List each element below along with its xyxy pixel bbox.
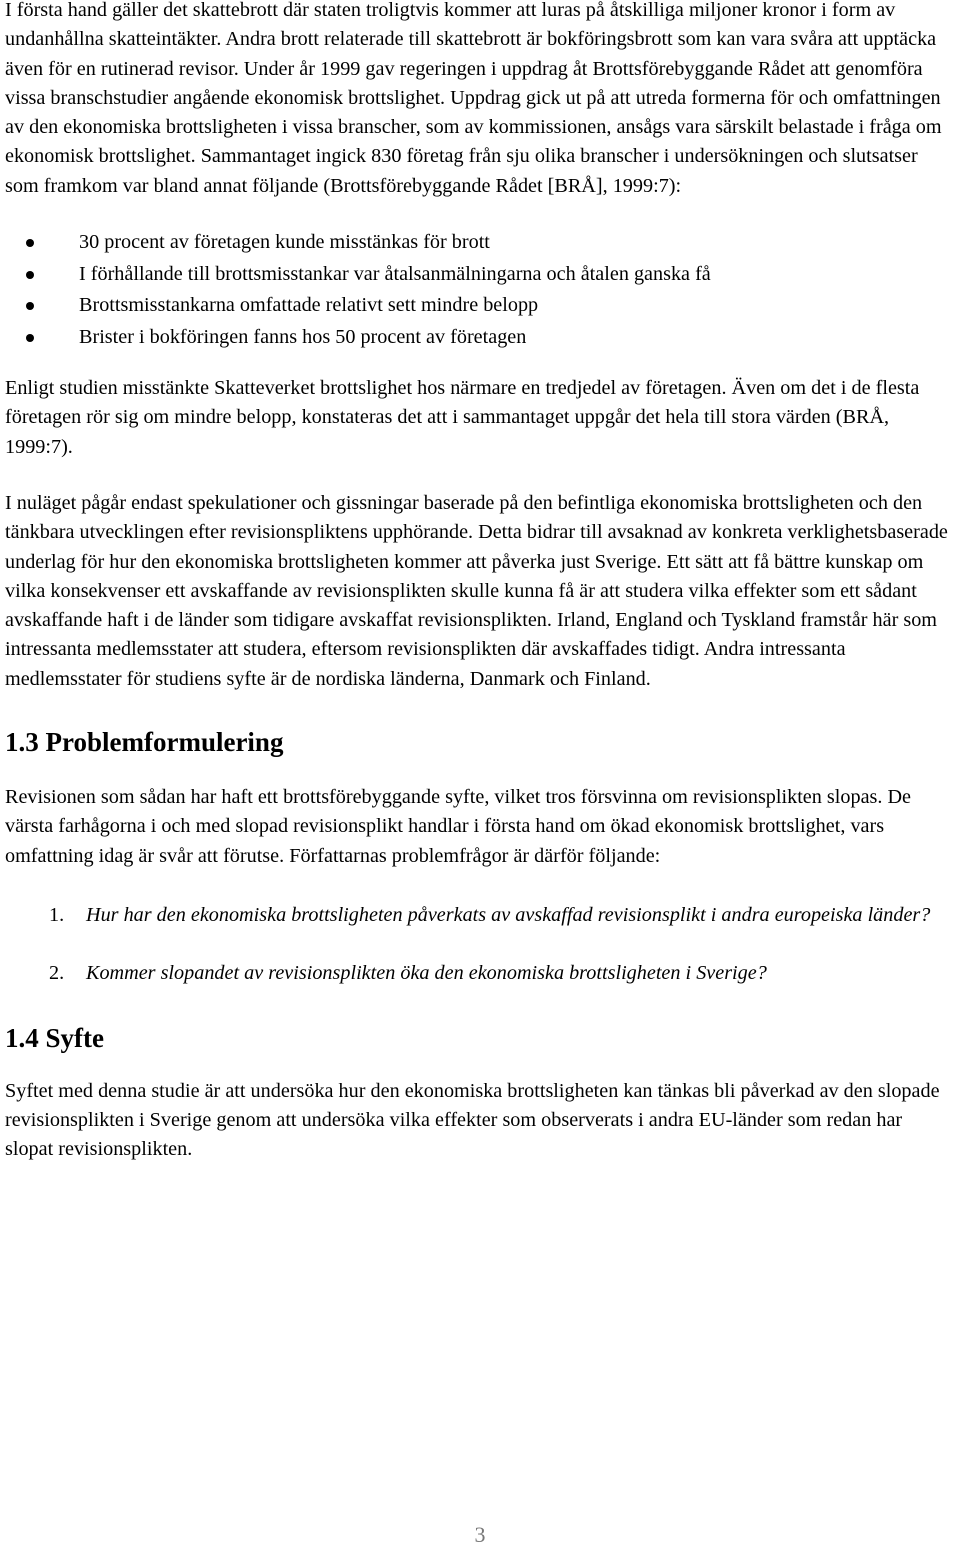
bullet-icon	[26, 334, 34, 342]
page-number: 3	[474, 1522, 486, 1547]
bullet-icon	[26, 302, 34, 310]
list-item-text: Brottsmisstankarna omfattade relativt sett mindre belopp	[79, 294, 539, 317]
bullet-icon	[26, 239, 34, 247]
list-item	[5, 901, 955, 930]
document-page	[5, 0, 955, 1164]
paragraph-study-result: Enligt studien misstänkte Skatteverket brottslighet hos närmare en tredjedel av företagen. Även om det i de flesta företagen rör sig om mindre belopp, konstateras det att i sammantaget uppgår det hela till stora värden (BRÅ, 1999:7).	[5, 377, 920, 458]
list-item	[5, 259, 955, 291]
list-item	[5, 959, 955, 988]
list-item-text: 30 procent av företagen kunde misstänkas för brott	[79, 231, 490, 254]
section-heading-problem: 1.3 Problemformulering	[5, 727, 284, 758]
list-item	[5, 322, 955, 354]
question-number: 1.	[49, 903, 65, 926]
bullet-icon	[26, 271, 34, 279]
findings-list	[5, 227, 955, 353]
question-number: 2.	[49, 962, 65, 985]
research-questions-list	[5, 901, 955, 989]
list-item-text: Brister i bokföringen fanns hos 50 procent av företagen	[79, 325, 527, 348]
paragraph-purpose: Syftet med denna studie är att undersöka hur den ekonomiska brottsligheten kan tänkas bli påverkad av den slopade revisionsplikten i Sverige genom att undersöka vilka effekter som observerats i andra EU-länder som redan har slopat revisionsplikten.	[5, 1079, 940, 1161]
section-heading-syfte: 1.4 Syfte	[5, 1022, 104, 1053]
paragraph-intro: I första hand gäller det skattebrott där staten troligtvis kommer att luras på åtskilliga miljoner kronor i form av undanhållna skatteintäkter. Andra brott relaterade till skattebrott är bokföringsbrott som kan vara svåra att upptäcka även för en rutinerad revisor. Under år 1999 gav regeringen i uppdrag åt Brottsförebyggande Rådet att genomföra vissa branschstudier angående ekonomisk brottslighet. Uppdrag gick ut på att utreda formerna för och omfattningen av den ekonomiska brottsligheten i vissa branscher, som av kommissionen, ansågs vara särskilt belastade i fråga om ekonomisk brottslighet. Sammantaget ingick 830 företag från sju olika branscher i undersökningen och slutsatser som framkom var bland annat följande (Brottsförebyggande Rådet [BRÅ], 1999:7):	[5, 0, 942, 197]
question-text: Hur har den ekonomiska brottsligheten påverkats av avskaffad revisionsplikt i andra europeiska länder?	[86, 903, 931, 926]
list-item	[5, 227, 955, 259]
list-item-text: I förhållande till brottsmisstankar var åtalsanmälningarna och åtalen ganska få	[79, 262, 711, 285]
list-item	[5, 290, 955, 322]
paragraph-problem: Revisionen som sådan har haft ett brottsförebyggande syfte, vilket tros försvinna om revisionsplikten slopas. De värsta farhågorna i och med slopad revisionsplikt handlar i första hand om ökad ekonomisk brottslighet, vars omfattning idag är svår att förutse. Författarnas problemfrågor är därför följande:	[5, 786, 912, 867]
question-text: Kommer slopandet av revisionsplikten öka den ekonomiska brottsligheten i Sverige?	[86, 962, 767, 985]
paragraph-current-situation: I nuläget pågår endast spekulationer och gissningar baserade på den befintliga ekonomiska brottsligheten och den tänkbara utvecklingen efter revisionspliktens upphörande. Detta bidrar till avsaknad av konkreta verklighetsbaserade underlag för hur den ekonomiska brottsligheten kommer att påverka just Sverige. Ett sätt att få bättre kunskap om vilka konsekvenser ett avskaffande av revisionsplikten skulle kunna få är att studera vilka effekter som ett sådant avskaffande haft i de länder som tidigare avskaffat revisionsplikten. Irland, England och Tyskland framstår här som intressanta medlemsstater att studera, eftersom revisionsplikten där avskaffades tidigt. Andra intressanta medlemsstater för studiens syfte är de nordiska länderna, Danmark och Finland.	[5, 491, 948, 690]
